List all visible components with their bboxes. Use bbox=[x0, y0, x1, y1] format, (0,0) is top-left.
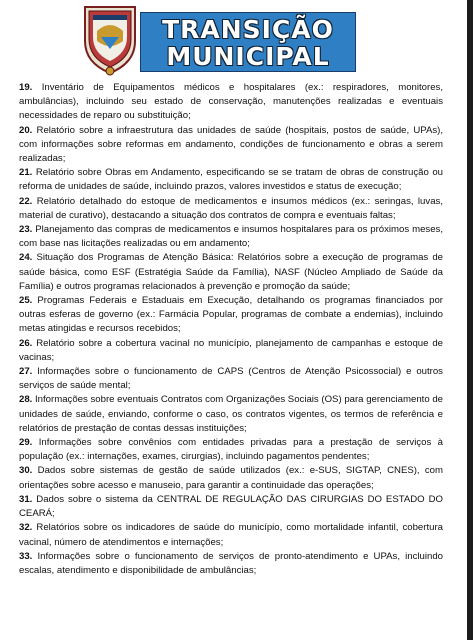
item-text: Informações sobre convênios com entidades privadas para a prestação de serviços à população (ex.: internações, exames, cirurgias), incluindo pagamentos pendentes; bbox=[19, 437, 443, 463]
item-number: 23. bbox=[19, 224, 33, 236]
list-item-27 bbox=[19, 365, 443, 393]
item-text: Informações sobre o funcionamento de CAPS (Centros de Atenção Psicossocial) e outros serviços de saúde mental; bbox=[19, 366, 443, 392]
list-item-33 bbox=[19, 550, 443, 578]
item-number: 32. bbox=[19, 522, 33, 534]
item-number: 26. bbox=[19, 337, 33, 349]
item-text: Planejamento das compras de medicamentos e insumos hospitalares para os próximos meses, com base nas licitações realizadas ou em andamento; bbox=[19, 224, 443, 250]
list-item-30 bbox=[19, 464, 443, 492]
list-item-22 bbox=[19, 195, 443, 223]
item-number: 30. bbox=[19, 465, 33, 477]
municipal-crest-icon bbox=[79, 1, 141, 76]
list-item-24 bbox=[19, 251, 443, 294]
item-text: Informações sobre o funcionamento de serviços de pronto-atendimento e UPAs, incluindo escalas, atendimento e disponibilidade de ambulâncias; bbox=[19, 550, 443, 576]
item-number: 31. bbox=[19, 493, 33, 505]
item-number: 28. bbox=[19, 394, 33, 406]
item-text: Relatório detalhado do estoque de medicamentos e insumos médicos (ex.: seringas, luvas, material de curativo), destacando a situação dos contratos de compra e eventuais faltas; bbox=[19, 195, 443, 221]
list-item-20 bbox=[19, 124, 443, 167]
item-number: 33. bbox=[19, 550, 33, 562]
item-text: Dados sobre o sistema da CENTRAL DE REGULAÇÃO DAS CIRURGIAS DO ESTADO DO CEARÁ; bbox=[19, 493, 443, 520]
item-number: 25. bbox=[19, 295, 33, 307]
title-line-2: MUNICIPAL bbox=[166, 42, 330, 71]
list-item-28 bbox=[19, 393, 443, 436]
item-text: Inventário de Equipamentos médicos e hospitalares (ex.: respiradores, monitores, ambulâncias), incluindo seu estado de conservação, manutenções realizadas e eventuais necessidades de reparo ou substituição; bbox=[19, 82, 444, 122]
title-banner bbox=[140, 12, 356, 72]
list-item-31 bbox=[19, 493, 443, 521]
item-text: Relatórios sobre os indicadores de saúde do município, como mortalidade infantil, cobertura vacinal, número de atendimentos e internações; bbox=[19, 522, 443, 548]
item-text: Relatório sobre a infraestrutura das unidades de saúde (hospitais, postos de saúde, UPAs), com informações sobre reformas em andamento, condições de funcionamento e obras a serem realizadas; bbox=[19, 124, 444, 165]
item-text: Relatório sobre a cobertura vacinal no município, planejamento de campanhas e estoque de vacinas; bbox=[19, 337, 443, 363]
item-number: 20. bbox=[19, 124, 33, 136]
item-number: 22. bbox=[19, 195, 33, 207]
list-item-32 bbox=[19, 521, 443, 549]
item-text: Programas Federais e Estaduais em Execução, detalhando os programas financiados por outras esferas de governo (ex.: Farmácia Popular, programas de combate a endemias), incluindo metas atingidas e recursos recebidos; bbox=[19, 295, 443, 335]
item-text: Informações sobre eventuais Contratos com Organizações Sociais (OS) para gerenciamento de unidades de saúde, enviando, conforme o caso, os contratos vigentes, os termos de referência e relatórios de prestação de contas dessas instituições; bbox=[19, 394, 443, 434]
page-edge-shadow bbox=[467, 0, 473, 640]
document-body bbox=[19, 81, 443, 578]
item-text: Relatório sobre Obras em Andamento, especificando se se tratam de obras de construção ou reforma de unidades de saúde, incluindo prazos, valores investidos e status de execução; bbox=[19, 167, 443, 193]
item-number: 29. bbox=[19, 437, 33, 449]
item-text: Dados sobre sistemas de gestão de saúde utilizados (ex.: e-SUS, SIGTAP, CNES), com orientações sobre acesso e manuseio, para garantir a continuidade das operações; bbox=[19, 465, 444, 491]
list-item-19 bbox=[19, 81, 443, 124]
list-item-23 bbox=[19, 223, 443, 251]
title-line-1: TRANSIÇÃO bbox=[162, 15, 334, 44]
list-item-21 bbox=[19, 166, 443, 194]
item-number: 19. bbox=[19, 82, 33, 93]
document-header bbox=[0, 0, 473, 80]
item-number: 27. bbox=[19, 366, 33, 378]
item-number: 24. bbox=[19, 252, 33, 264]
list-item-25 bbox=[19, 294, 443, 337]
list-item-26 bbox=[19, 337, 443, 365]
list-item-29 bbox=[19, 436, 443, 464]
item-number: 21. bbox=[19, 167, 33, 179]
item-text: Situação dos Programas de Atenção Básica: Relatórios sobre a execução de programas de saúde básica, como ESF (Estratégia Saúde da Família), NASF (Núcleo Ampliado de Saúde da Família) e outros programas relacionados à prevenção e promoção da saúde; bbox=[19, 252, 443, 292]
